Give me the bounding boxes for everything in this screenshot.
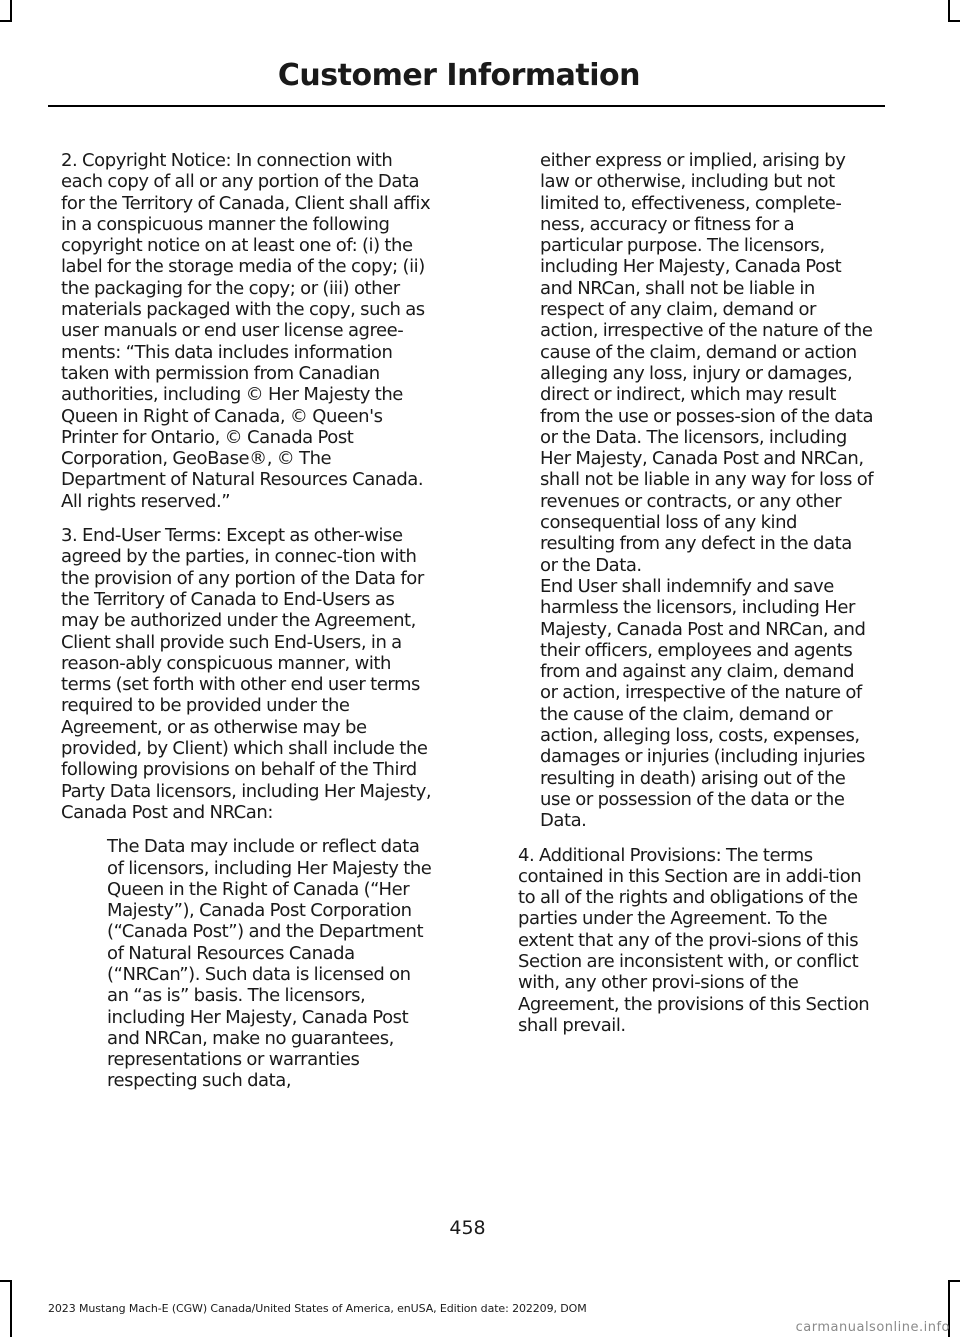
crop-mark-bottom-left-h	[0, 1280, 12, 1282]
crop-mark-top-right-v	[948, 0, 950, 22]
crop-mark-bottom-right-h	[948, 1280, 960, 1282]
paragraph-licensor-data: The Data may include or reflect data of licensors, including Her Majesty the Queen in the Right of Canada (“Her Majesty”), Canada Post Corporation (“Canada Post”) and the Department of Natural Resources Canada (“NRCan”). Such data is licensed on an “as is” basis. The licensors, including Her Majesty, Canada Post and NRCan, make no guarantees, representations or warranties respecting such data,	[107, 836, 432, 1092]
footer-edition-info: 2023 Mustang Mach-E (CGW) Canada/United States of America, enUSA, Edition date: 202209, DOM	[48, 1302, 587, 1315]
crop-mark-top-right-h	[948, 20, 960, 22]
crop-mark-top-left-v	[10, 0, 12, 22]
header-divider	[48, 105, 885, 107]
paragraph-warranty-disclaimer: either express or implied, arising by law or otherwise, including but not limited to, effectiveness, complete-ness, accuracy or fitness for a particular purpose. The licensors, including Her Majesty, Canada Post and NRCan, shall not be liable in respect of any claim, demand or action, irrespective of the nature of the cause of the claim, demand or action alleging any loss, injury or damages, direct or indirect, which may result from the use or posses-sion of the data or the Data. The licensors, including Her Majesty, Canada Post and NRCan, shall not be liable in any way for loss of revenues or contracts, or any other consequential loss of any kind resulting from any defect in the data or the Data.	[540, 150, 874, 576]
left-column	[61, 150, 436, 1092]
crop-mark-top-left-h	[0, 20, 12, 22]
right-column	[518, 150, 874, 1049]
page-title: Customer Information	[277, 58, 640, 93]
watermark: carmanualsonline.info	[795, 1320, 950, 1335]
paragraph-indemnification: End User shall indemnify and save harmless the licensors, including Her Majesty, Canada Post and NRCan, and their officers, employees and agents from and against any claim, demand or action, irrespective of the nature of the cause of the claim, demand or action, alleging loss, costs, expenses, damages or injuries (including injuries resulting in death) arising out of the use or possession of the data or the Data.	[540, 575, 866, 832]
paragraph-additional-provisions: 4. Additional Provisions: The terms contained in this Section are in addi-tion to all of the rights and obligations of the parties under the Agreement. To the extent that any of the provi-sions of this Section are inconsistent with, or conflict with, any other provi-sions of the Agreement, the provisions of this Section shall prevail.	[518, 844, 870, 1036]
paragraph-end-user-terms: 3. End-User Terms: Except as other-wise agreed by the parties, in connec-tion with the provision of any portion of the Data for the Territory of Canada to End-Users as may be authorized under the Agreement, Client shall provide such End-Users, in a reason-ably conspicuous manner, with terms (set forth with other end user terms required to be provided under the Agreement, or as otherwise may be provided, by Client) which shall include the following provisions on behalf of the Third Party Data licensors, including Her Majesty, Canada Post and NRCan:	[61, 525, 432, 823]
page-number: 458	[449, 1217, 486, 1239]
paragraph-copyright-notice: 2. Copyright Notice: In connection with each copy of all or any portion of the Data for the Territory of Canada, Client shall affix in a conspicuous manner the following copyright notice on at least one of: (i) the label for the storage media of the copy; (ii) the packaging for the copy; or (iii) other materials packaged with the copy, such as user manuals or end user license agree-ments: “This data includes information taken with permission from Canadian authorities, including © Her Majesty the Queen in Right of Canada, © Queen's Printer for Ontario, © Canada Post Corporation, GeoBase®, © The Department of Natural Resources Canada. All rights reserved.”	[61, 150, 431, 512]
crop-mark-bottom-left-v	[10, 1280, 12, 1337]
